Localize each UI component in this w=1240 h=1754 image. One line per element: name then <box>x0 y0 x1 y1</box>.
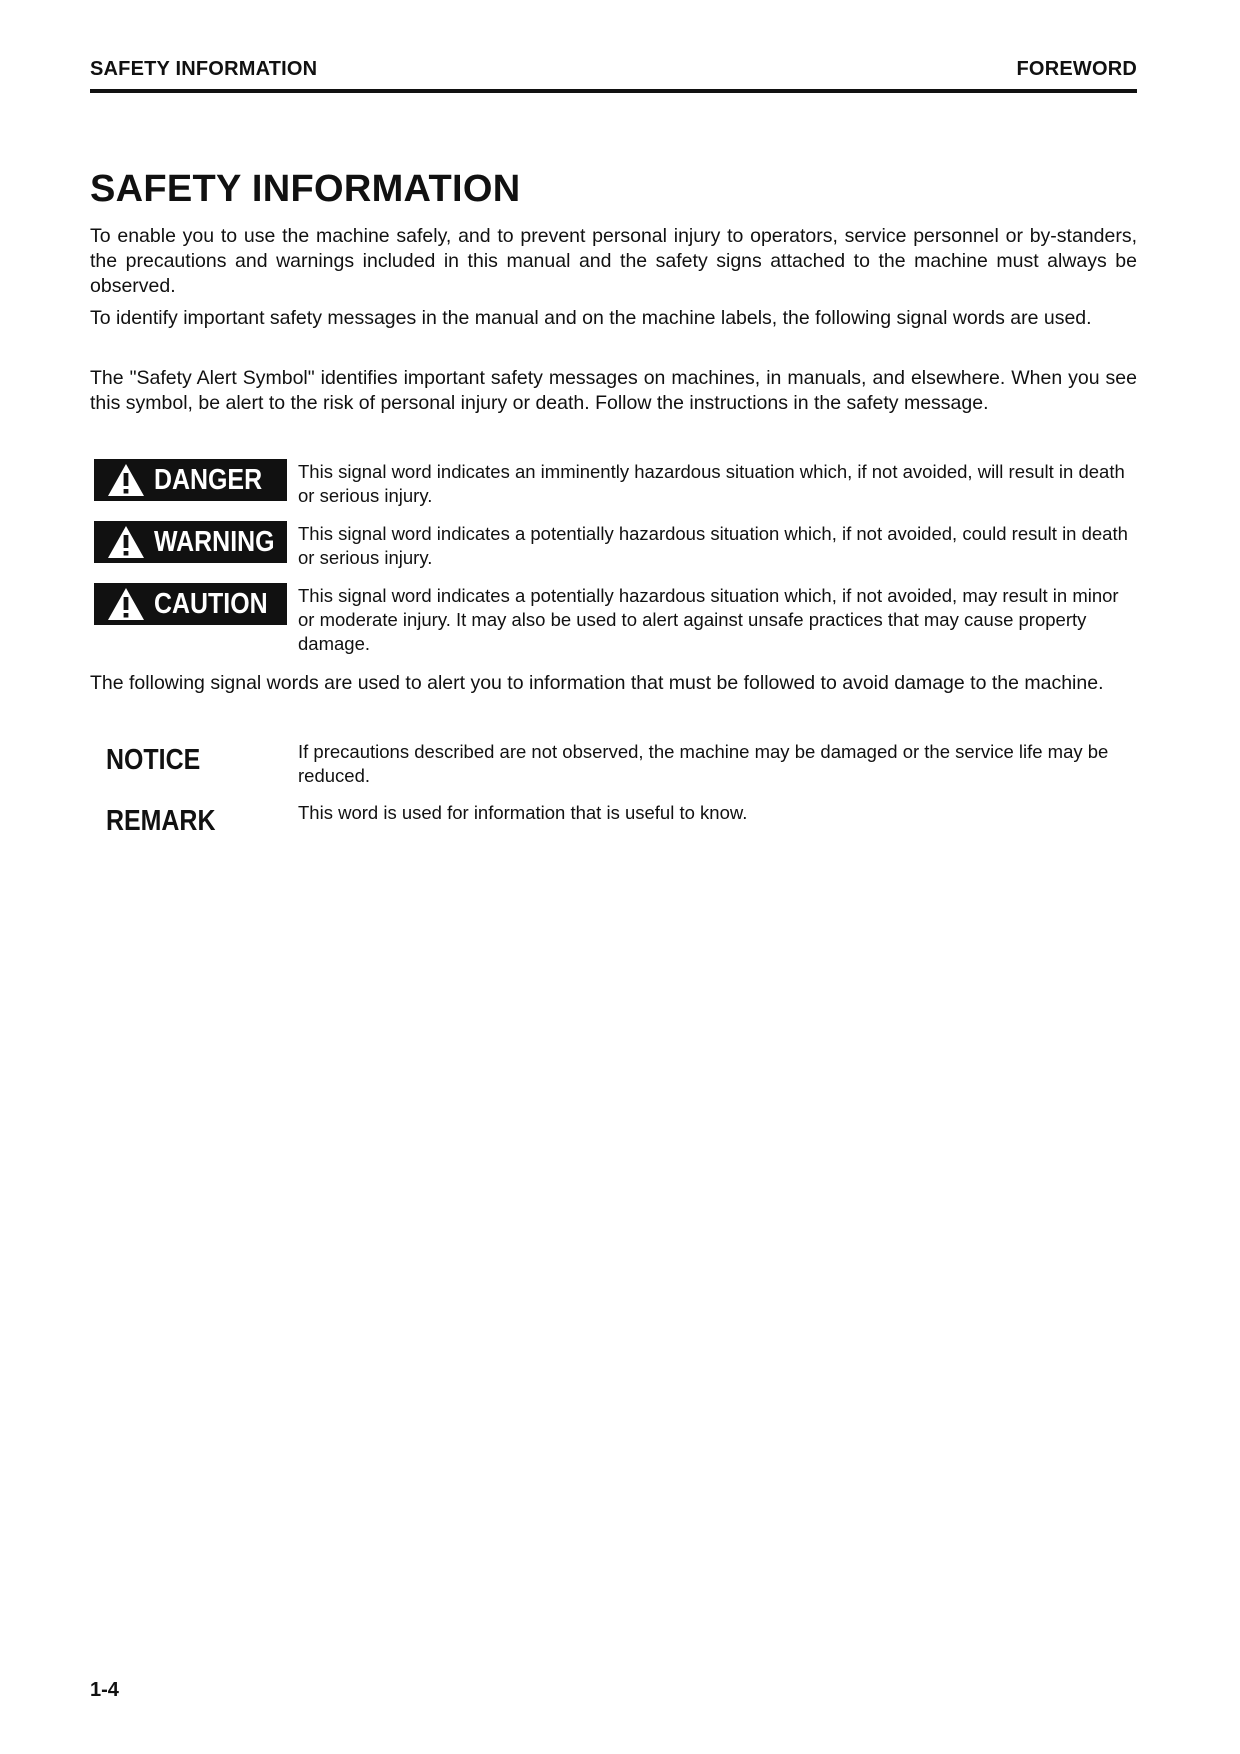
header-chapter-title: FOREWORD <box>1016 58 1137 80</box>
warning-description: This signal word indicates a potentially hazardous situation which, if not avoided, could result in death or serious injury. <box>298 523 1128 568</box>
running-header <box>90 58 1137 81</box>
safety-alert-symbol-paragraph: The "Safety Alert Symbol" identifies important safety messages on machines, in manuals, and elsewhere. When you see this symbol, be alert to the risk of personal injury or death. Follow the instructions in the safety message. <box>90 367 1137 414</box>
caution-label-text: CAUTION <box>154 587 268 620</box>
notice-description: If precautions described are not observed, the machine may be damaged or the service life may be reduced. <box>298 741 1109 786</box>
warning-label-text: WARNING <box>154 525 275 558</box>
remark-description: This word is used for information that is useful to know. <box>298 802 748 823</box>
alert-triangle-icon <box>106 462 146 498</box>
remark-label-text: REMARK <box>106 805 216 837</box>
page-title: SAFETY INFORMATION <box>90 168 521 210</box>
warning-label <box>94 521 287 563</box>
header-divider <box>90 89 1137 93</box>
danger-label-text: DANGER <box>154 463 263 496</box>
page-number: 1-4 <box>90 1679 119 1701</box>
intro-paragraph: To enable you to use the machine safely, and to prevent personal injury to operators, service personnel or by-standers, the precautions and warnings included in this manual and the safety signs attached to the machine must always be observed. <box>90 225 1137 297</box>
header-section-title: SAFETY INFORMATION <box>90 58 318 80</box>
signal-words-intro-paragraph: To identify important safety messages in the manual and on the machine labels, the following signal words are used. <box>90 307 1092 329</box>
alert-triangle-icon <box>106 586 146 622</box>
caution-label <box>94 583 287 625</box>
danger-label <box>94 459 287 501</box>
notice-label-text: NOTICE <box>106 744 201 776</box>
danger-description: This signal word indicates an imminently hazardous situation which, if not avoided, will result in death or serious injury. <box>298 461 1125 506</box>
caution-description: This signal word indicates a potentially hazardous situation which, if not avoided, may result in minor or moderate injury. It may also be used to alert against unsafe practices that may cause property damage. <box>298 585 1119 654</box>
alert-triangle-icon <box>106 524 146 560</box>
damage-signal-words-paragraph: The following signal words are used to alert you to information that must be followed to avoid damage to the machine. <box>90 672 1104 694</box>
